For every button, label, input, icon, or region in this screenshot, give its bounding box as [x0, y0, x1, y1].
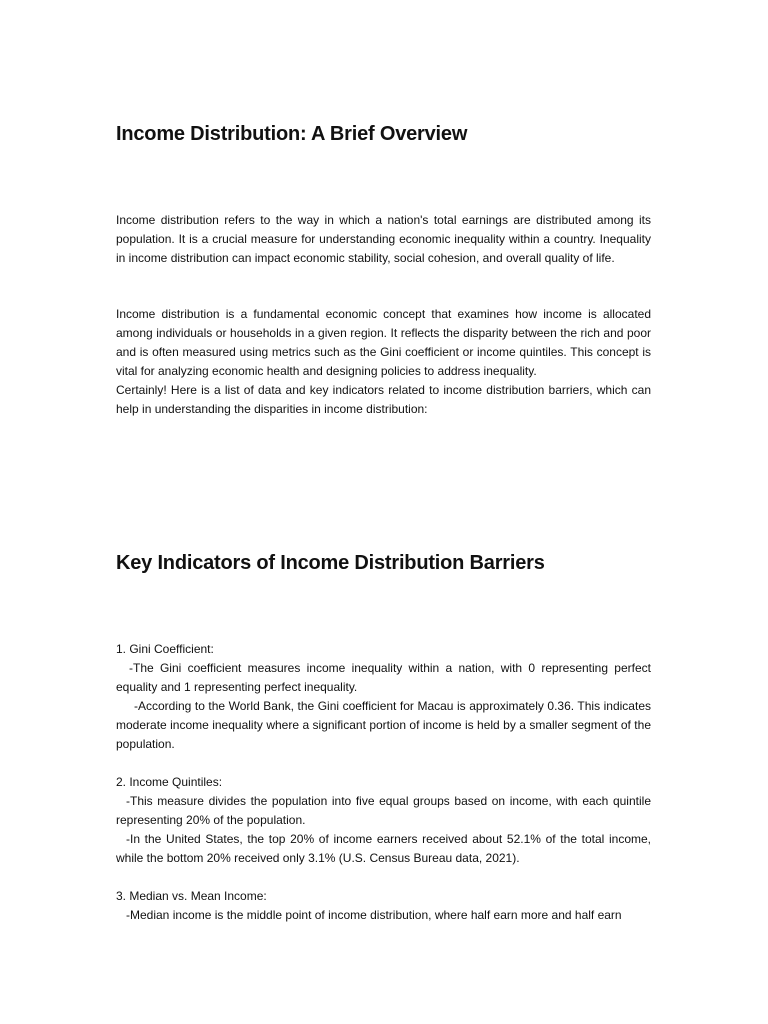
indicator-line: -According to the World Bank, the Gini coefficient for Macau is approximately 0.36. This indicates moderate income inequality where a significant portion of income is held by a smaller segment of the population.: [116, 699, 651, 751]
section-title: Key Indicators of Income Distribution Barriers: [116, 552, 545, 574]
indicator-income-quintiles: [116, 773, 651, 868]
indicator-line: -This measure divides the population into five equal groups based on income, with each quintile representing 20% of the population.: [116, 794, 651, 827]
intro-paragraph-1: Income distribution refers to the way in which a nation's total earnings are distributed among its population. It is a crucial measure for understanding economic inequality within a country. Inequality in income distribution can impact economic stability, social cohesion, and overall quality of life.: [116, 213, 651, 265]
indicator-median-vs-mean: [116, 887, 651, 925]
indicator-line: -Median income is the middle point of income distribution, where half earn more and half earn: [126, 908, 622, 922]
document-title: Income Distribution: A Brief Overview: [116, 123, 468, 145]
indicator-line: -The Gini coefficient measures income inequality within a nation, with 0 representing perfect equality and 1 representing perfect inequality.: [116, 661, 651, 694]
indicator-line: -In the United States, the top 20% of income earners received about 52.1% of the total income, while the bottom 20% received only 3.1% (U.S. Census Bureau data, 2021).: [116, 832, 651, 865]
intro-paragraph-2: Income distribution is a fundamental economic concept that examines how income is allocated among individuals or households in a given region. It reflects the disparity between the rich and poor and is often measured using metrics such as the Gini coefficient or income quintiles. This concept is vital for analyzing economic health and designing policies to address inequality.: [116, 307, 651, 378]
indicator-gini: [116, 640, 651, 754]
indicator-title: 2. Income Quintiles:: [116, 775, 223, 789]
indicator-title: 3. Median vs. Mean Income:: [116, 889, 267, 903]
indicator-title: 1. Gini Coefficient:: [116, 642, 214, 656]
intro-paragraph-3: Certainly! Here is a list of data and key indicators related to income distribution barriers, which can help in understanding the disparities in income distribution:: [116, 383, 651, 416]
